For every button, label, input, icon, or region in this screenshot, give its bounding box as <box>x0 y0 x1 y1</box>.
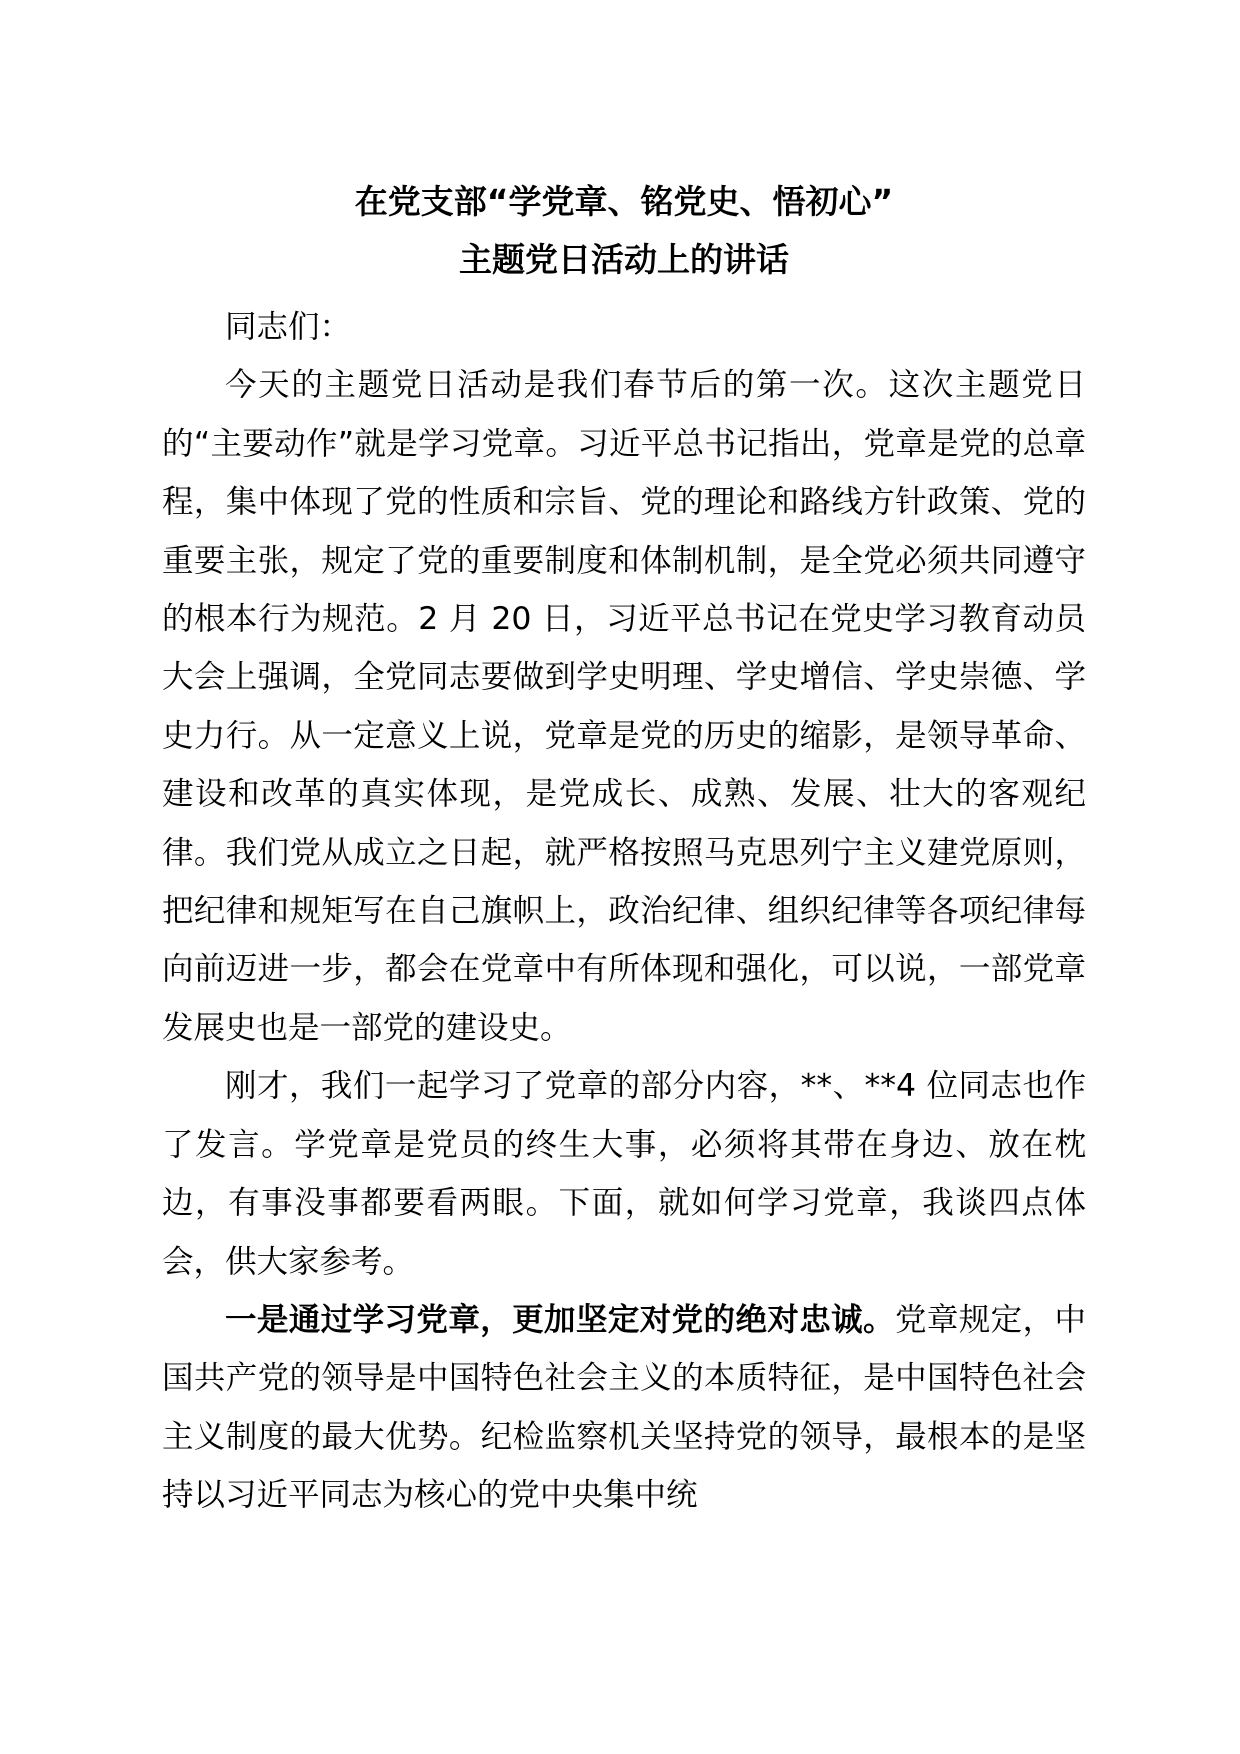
paragraph-intro: 今天的主题党日活动是我们春节后的第一次。这次主题党日的“主要动作”就是学习党章。习近平总书记指出，党章是党的总章程，集中体现了党的性质和宗旨、党的理论和路线方针政策、党的重要主张，规定了党的重要制度和体制机制，是全党必须共同遵守的根本行为规范。2 月 20 日，习近平总书记在党史学习教育动员大会上强调，全党同志要做到学史明理、学史增信、学史崇德、学史力行。从一定意义上说，党章是党的历史的缩影，是领导革命、建设和改革的真实体现，是党成长、成熟、发展、壮大的客观纪律。我们党从成立之日起，就严格按照马克思列宁主义建党原则，把纪律和规矩写在自己旗帜上，政治纪律、组织纪律等各项纪律每向前迈进一步，都会在党章中有所体现和强化，可以说，一部党章发展史也是一部党的建设史。 <box>162 367 1086 1046</box>
salutation: 同志们： <box>225 309 352 345</box>
document-page <box>162 0 1086 1754</box>
paragraph-discussion: 刚才，我们一起学习了党章的部分内容，**、**4 位同志也作了发言。学党章是党员的终生大事，必须将其带在身边、放在枕边，有事没事都要看两眼。下面，就如何学习党章，我谈四点体会，供大家参考。 <box>162 1068 1086 1280</box>
document-body <box>162 298 1086 1525</box>
point-one-lead: 一是通过学习党章，更加坚定对党的绝对忠诚。 <box>225 1301 895 1338</box>
document-title-line-2: 主题党日活动上的讲话 <box>459 240 789 279</box>
paragraph-point-one <box>162 1291 1086 1525</box>
point-one-text: 党章规定，中国共产党的领导是中国特色社会主义的本质特征，是中国特色社会主义制度的最大优势。纪检监察机关坚持党的领导，最根本的是坚持以习近平同志为核心的党中央集中统 <box>162 1301 1086 1514</box>
document-title-line-1: 在党支部“学党章、铭党史、悟初心” <box>354 182 894 221</box>
